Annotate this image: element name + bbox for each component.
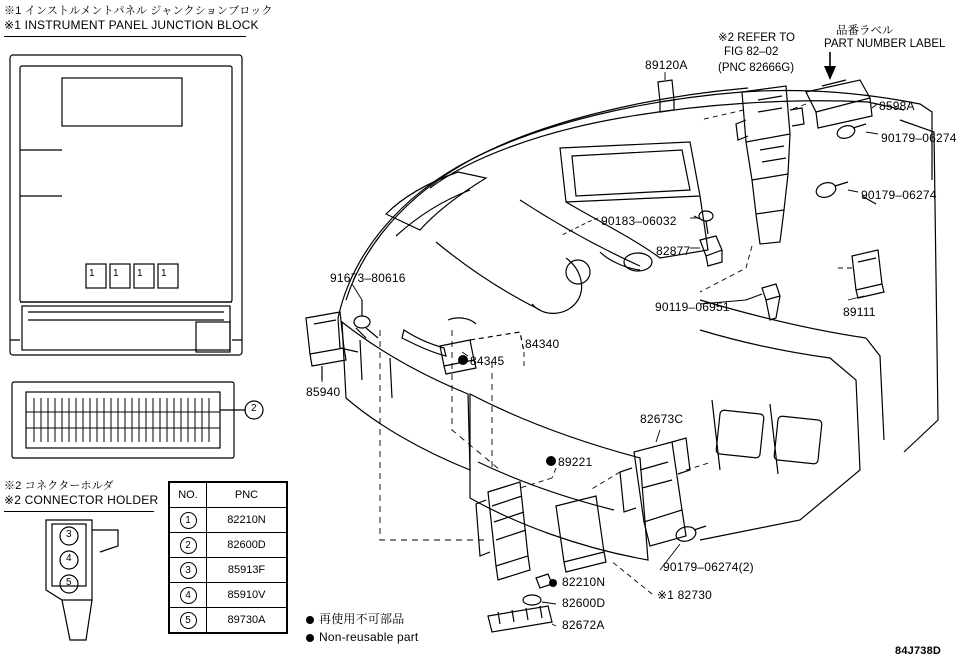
callout-90119-06951: 90119–06951 (655, 300, 730, 314)
legend-no-2 (170, 533, 207, 558)
legend-no-3 (170, 558, 207, 583)
legend-pnc-5: 89730A (207, 608, 287, 633)
drawing-circle-4: 4 (66, 553, 72, 564)
legend-pnc-4: 85910V (207, 583, 287, 608)
nonreusable-en-row (306, 630, 418, 644)
callout-90179-06274-mid: 90179–06274 (861, 188, 937, 202)
callout-82673C: 82673C (640, 412, 684, 426)
drawing-circle-2: 2 (251, 403, 257, 414)
callout-90179-06274-2: 90179–06274(2) (663, 560, 754, 574)
legend-table (168, 481, 288, 634)
callout-90183-06032: 90183–06032 (601, 214, 677, 228)
callout-89221: 89221 (558, 455, 593, 469)
legend-pnc-1: 82210N (207, 508, 287, 533)
callout-84345: 84345 (470, 354, 505, 368)
section-title-underline (4, 36, 246, 37)
callout-82210N: 82210N (562, 575, 606, 589)
callout-89120A: 89120A (645, 58, 688, 72)
callout-85940: 85940 (306, 385, 341, 399)
drawing-circle-3: 3 (66, 529, 72, 540)
callout-82672A: 82672A (562, 618, 605, 632)
table-row (170, 608, 287, 633)
table-row (170, 533, 287, 558)
note-refer-fig: FIG 82–02 (724, 46, 779, 58)
callout-82730: ※1 82730 (657, 588, 713, 602)
nonreusable-en-text: Non-reusable part (319, 630, 419, 644)
filled-dot-icon (306, 634, 314, 642)
legend-no-4 (170, 583, 207, 608)
callout-8598A: 8598A (879, 99, 915, 113)
legend-no-5 (170, 608, 207, 633)
note-part-label-jp: 品番ラベル (836, 25, 894, 37)
callout-90179-06274-top: 90179–06274 (881, 131, 957, 145)
legend-pnc-2: 82600D (207, 533, 287, 558)
section-title-ipjb-jp: ※1 インストルメントパネル ジャンクションブロック (4, 5, 273, 17)
section-title-ipjb-en: ※1 INSTRUMENT PANEL JUNCTION BLOCK (4, 18, 259, 32)
circle-number-4: 4 (180, 587, 197, 604)
note-part-label-en: PART NUMBER LABEL (824, 38, 946, 50)
table-row (170, 558, 287, 583)
drawing-circle-1d: 1 (161, 268, 167, 279)
callout-89111: 89111 (843, 305, 876, 319)
note-refer-to: ※2 REFER TO (718, 32, 795, 44)
drawing-circle-1a: 1 (89, 268, 95, 279)
nonreusable-jp-row (306, 610, 404, 627)
filled-dot-icon (306, 616, 314, 624)
drawing-circle-1c: 1 (137, 268, 143, 279)
section-title-holder-en: ※2 CONNECTOR HOLDER (4, 493, 159, 507)
legend-no-1 (170, 508, 207, 533)
legend-pnc-3: 85913F (207, 558, 287, 583)
circle-number-3: 3 (180, 562, 197, 579)
drawing-circle-5: 5 (66, 577, 72, 588)
figure-id: 84J738D (895, 645, 942, 657)
table-row (170, 508, 287, 533)
callout-91673-80616: 91673–80616 (330, 271, 406, 285)
circle-number-2: 2 (180, 537, 197, 554)
holder-title-underline (4, 511, 154, 512)
nonreusable-jp-text: 再使用不可部品 (319, 612, 405, 626)
callout-82877: 82877 (656, 244, 691, 258)
circle-number-5: 5 (180, 612, 197, 629)
callout-82600D: 82600D (562, 596, 606, 610)
note-refer-pnc: (PNC 82666G) (718, 62, 795, 74)
circle-number-1: 1 (180, 512, 197, 529)
callout-84340: 84340 (525, 337, 560, 351)
legend-header-no: NO. (170, 483, 207, 508)
drawing-circle-1b: 1 (113, 268, 119, 279)
section-title-holder-jp: ※2 コネクターホルダ (4, 480, 114, 492)
legend-header-pnc: PNC (207, 483, 287, 508)
table-row (170, 583, 287, 608)
